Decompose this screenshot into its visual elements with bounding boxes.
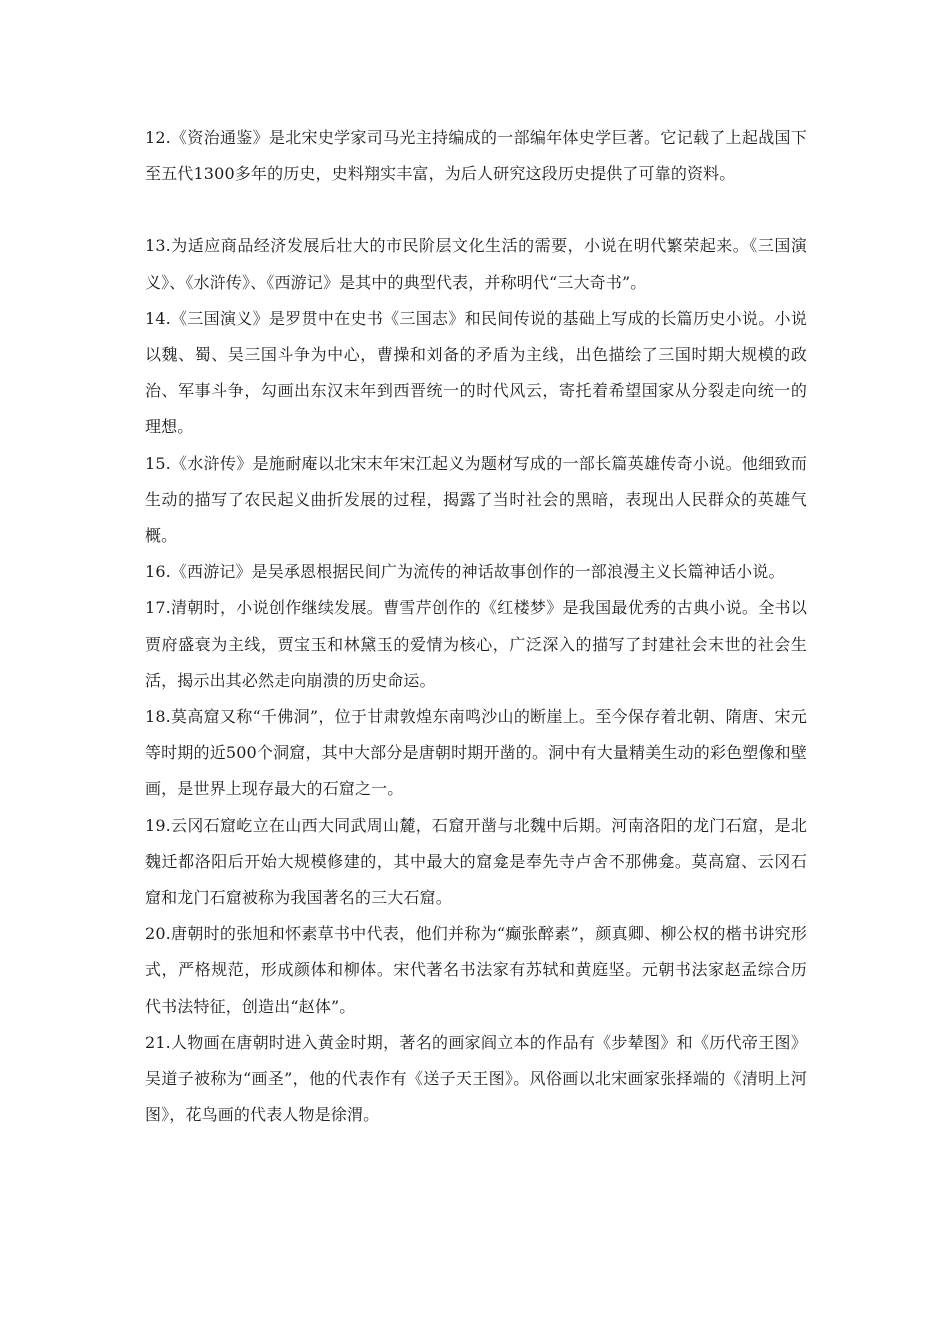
paragraph-16: 16.《西游记》是吴承恩根据民间广为流传的神话故事创作的一部浪漫主义长篇神话小说。 (145, 562, 785, 582)
paragraph-18: 18.莫高窟又称“千佛洞”，位于甘肃敦煌东南鸣沙山的断崖上。至今保存着北朝、隋唐、宋元等时期的近500个洞窟，其中大部分是唐朝时期开凿的。洞中有大量精美生动的彩色塑像和壁画，是世界上现存最大的石窟之一。 (145, 707, 807, 799)
paragraph-gap (145, 192, 807, 228)
document-body (145, 120, 807, 1133)
paragraph-19: 19.云冈石窟屹立在山西大同武周山麓，石窟开凿与北魏中后期。河南洛阳的龙门石窟，是北魏迁都洛阳后开始大规模修建的，其中最大的窟龛是奉先寺卢舍不那佛龛。莫高窟、云冈石窟和龙门石窟被称为我国著名的三大石窟。 (145, 815, 807, 908)
paragraph-20: 20.唐朝时的张旭和怀素草书中代表，他们并称为“癫张醉素”，颜真卿、柳公权的楷书讲究形式，严格规范，形成颜体和柳体。宋代著名书法家有苏轼和黄庭坚。元朝书法家赵孟综合历代书法特征，创造出“赵体”。 (145, 924, 807, 1016)
paragraph-12: 12.《资治通鉴》是北宋史学家司马光主持编成的一部编年体史学巨著。它记载了上起战国下至五代1300多年的历史，史料翔实丰富，为后人研究这段历史提供了可靠的资料。 (145, 128, 807, 184)
paragraph-14: 14.《三国演义》是罗贯中在史书《三国志》和民间传说的基础上写成的长篇历史小说。小说以魏、蜀、吴三国斗争为中心，曹操和刘备的矛盾为主线，出色描绘了三国时期大规模的政治、军事斗争，勾画出东汉末年到西晋统一的时代风云，寄托着希望国家从分裂走向统一的理想。 (145, 308, 807, 437)
paragraph-15: 15.《水浒传》是施耐庵以北宋末年宋江起义为题材写成的一部长篇英雄传奇小说。他细致而生动的描写了农民起义曲折发展的过程，揭露了当时社会的黑暗，表现出人民群众的英雄气概。 (145, 453, 807, 546)
paragraph-13: 13.为适应商品经济发展后壮大的市民阶层文化生活的需要，小说在明代繁荣起来。《三国演义》、《水浒传》、《西游记》是其中的典型代表，并称明代“三大奇书”。 (145, 236, 807, 292)
paragraph-21: 21.人物画在唐朝时进入黄金时期，著名的画家阎立本的作品有《步辇图》和《历代帝王图》吴道子被称为“画圣”，他的代表作有《送子天王图》。风俗画以北宋画家张择端的《清明上河图》，花鸟画的代表人物是徐渭。 (145, 1032, 807, 1125)
paragraph-17: 17.清朝时，小说创作继续发展。曹雪芹创作的《红楼梦》是我国最优秀的古典小说。全书以贾府盛衰为主线，贾宝玉和林黛玉的爱情为核心，广泛深入的描写了封建社会末世的社会生活，揭示出其必然走向崩溃的历史命运。 (145, 598, 807, 690)
